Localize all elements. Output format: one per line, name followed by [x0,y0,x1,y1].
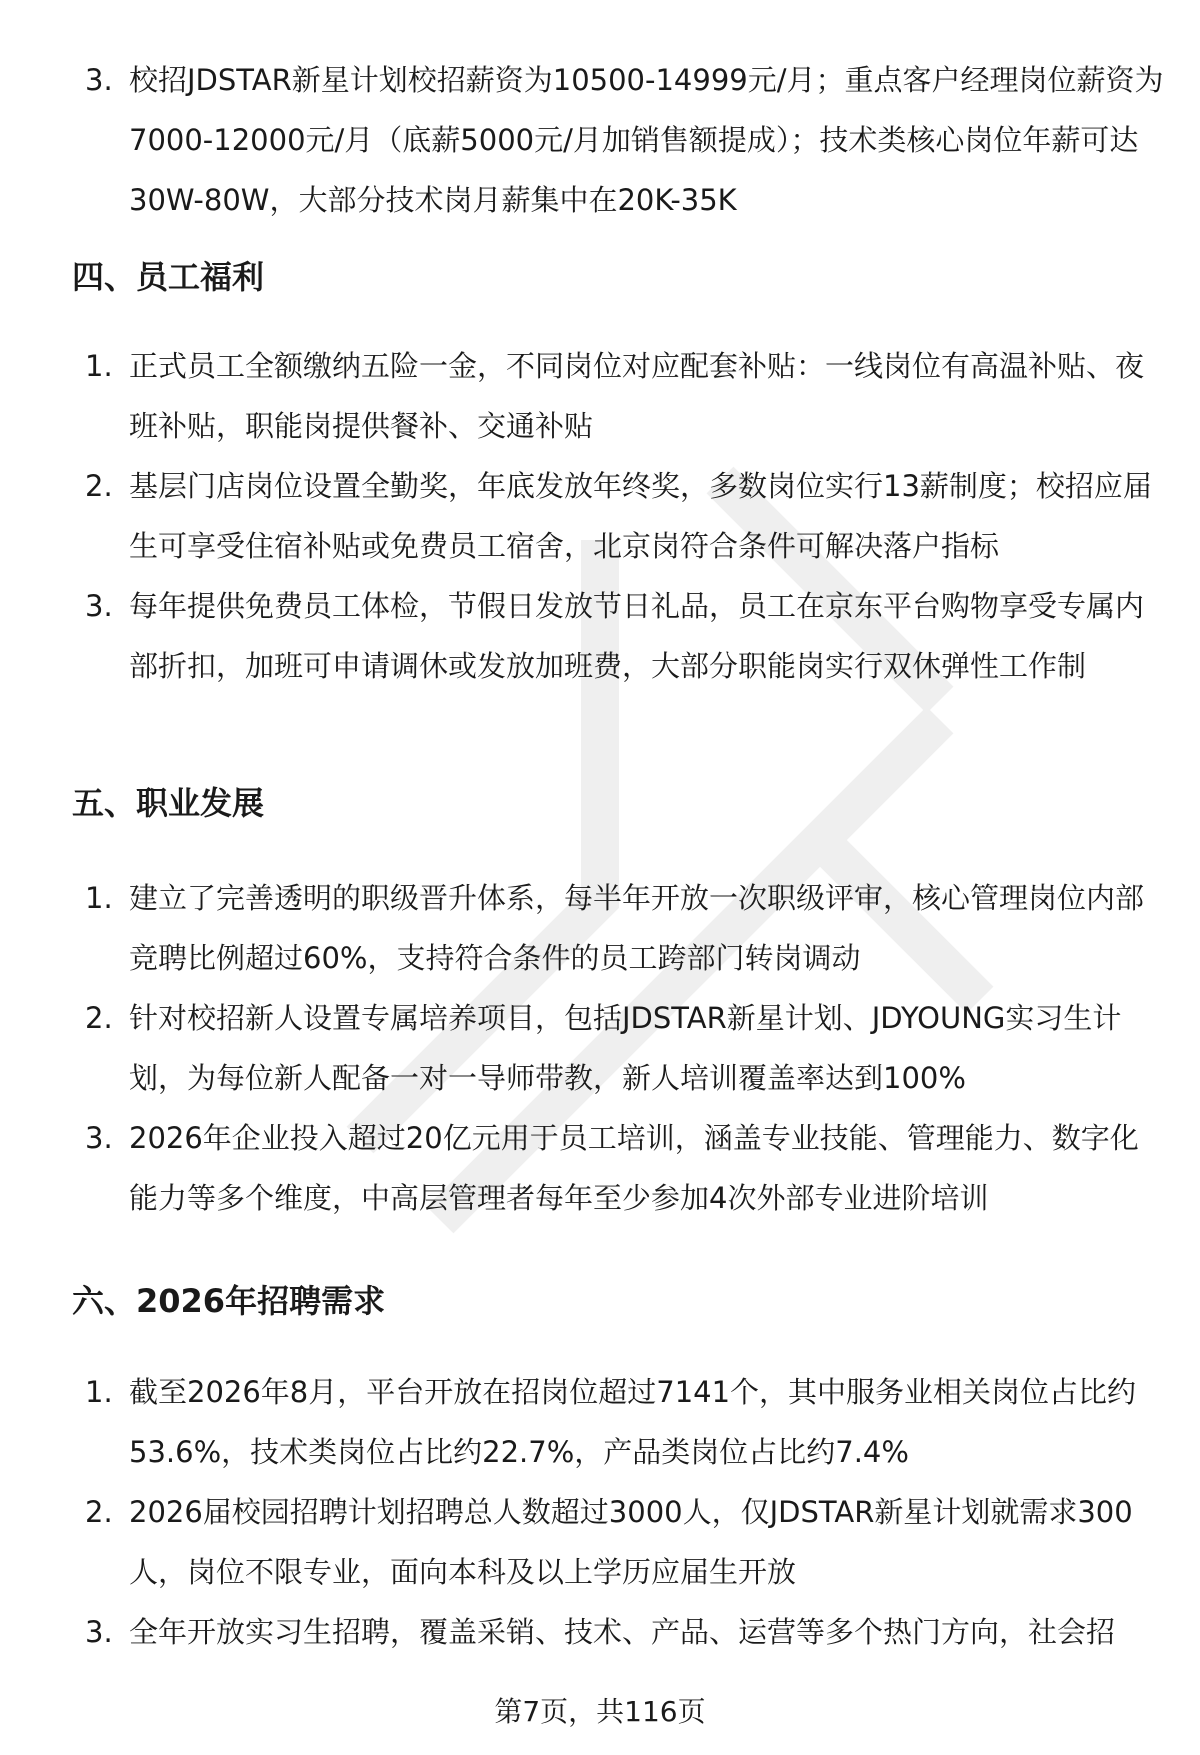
item-text: 基层门店岗位设置全勤奖，年底发放年终奖，多数岗位实行13薪制度；校招应届生可享受住宿补贴或免费员工宿舍，北京岗符合条件可解决落户指标 [129,469,1152,563]
item-text: 校招JDSTAR新星计划校招薪资为10500-14999元/月；重点客户经理岗位薪资为7000-12000元/月（底薪5000元/月加销售额提成）；技术类核心岗位年薪可达30W-80W，大部分技术岗月薪集中在20K-35K [129,63,1164,217]
list-item [85,1482,1165,1602]
section-heading-career: 五、职业发展 [72,784,265,822]
page-number-footer: 第7页，共116页 [494,1695,706,1728]
section-heading-recruitment: 六、2026年招聘需求 [72,1282,386,1320]
list-item [85,576,1165,696]
item-number: 3. [85,63,113,97]
list-item [85,456,1165,576]
item-number: 1. [85,881,113,915]
list-item [85,1362,1165,1482]
item-text: 建立了完善透明的职级晋升体系，每半年开放一次职级评审，核心管理岗位内部竞聘比例超过60%，支持符合条件的员工跨部门转岗调动 [129,881,1145,975]
section-heading-benefits: 四、员工福利 [72,258,265,296]
item-number: 3. [85,1615,113,1649]
item-number: 2. [85,1495,113,1529]
list-item [85,1602,1165,1662]
list-item [85,1108,1165,1228]
item-number: 2. [85,469,113,503]
list-item [85,336,1165,456]
list-item [85,988,1165,1108]
list-item [85,50,1165,230]
item-number: 3. [85,1121,113,1155]
item-number: 2. [85,1001,113,1035]
item-number: 3. [85,589,113,623]
item-number: 1. [85,1375,113,1409]
item-text: 截至2026年8月，平台开放在招岗位超过7141个，其中服务业相关岗位占比约53.6%，技术类岗位占比约22.7%，产品类岗位占比约7.4% [129,1375,1137,1469]
item-text: 2026年企业投入超过20亿元用于员工培训，涵盖专业技能、管理能力、数字化能力等多个维度，中高层管理者每年至少参加4次外部专业进阶培训 [129,1121,1139,1215]
item-text: 正式员工全额缴纳五险一金，不同岗位对应配套补贴：一线岗位有高温补贴、夜班补贴，职能岗提供餐补、交通补贴 [129,349,1145,443]
list-item [85,868,1165,988]
item-text: 全年开放实习生招聘，覆盖采销、技术、产品、运营等多个热门方向，社会招 [129,1615,1116,1649]
item-text: 针对校招新人设置专属培养项目，包括JDSTAR新星计划、JDYOUNG实习生计划，为每位新人配备一对一导师带教，新人培训覆盖率达到100% [129,1001,1122,1095]
item-text: 2026届校园招聘计划招聘总人数超过3000人，仅JDSTAR新星计划就需求300人，岗位不限专业，面向本科及以上学历应届生开放 [129,1495,1133,1589]
item-text: 每年提供免费员工体检，节假日发放节日礼品，员工在京东平台购物享受专属内部折扣，加班可申请调休或发放加班费，大部分职能岗实行双休弹性工作制 [129,589,1145,683]
item-number: 1. [85,349,113,383]
